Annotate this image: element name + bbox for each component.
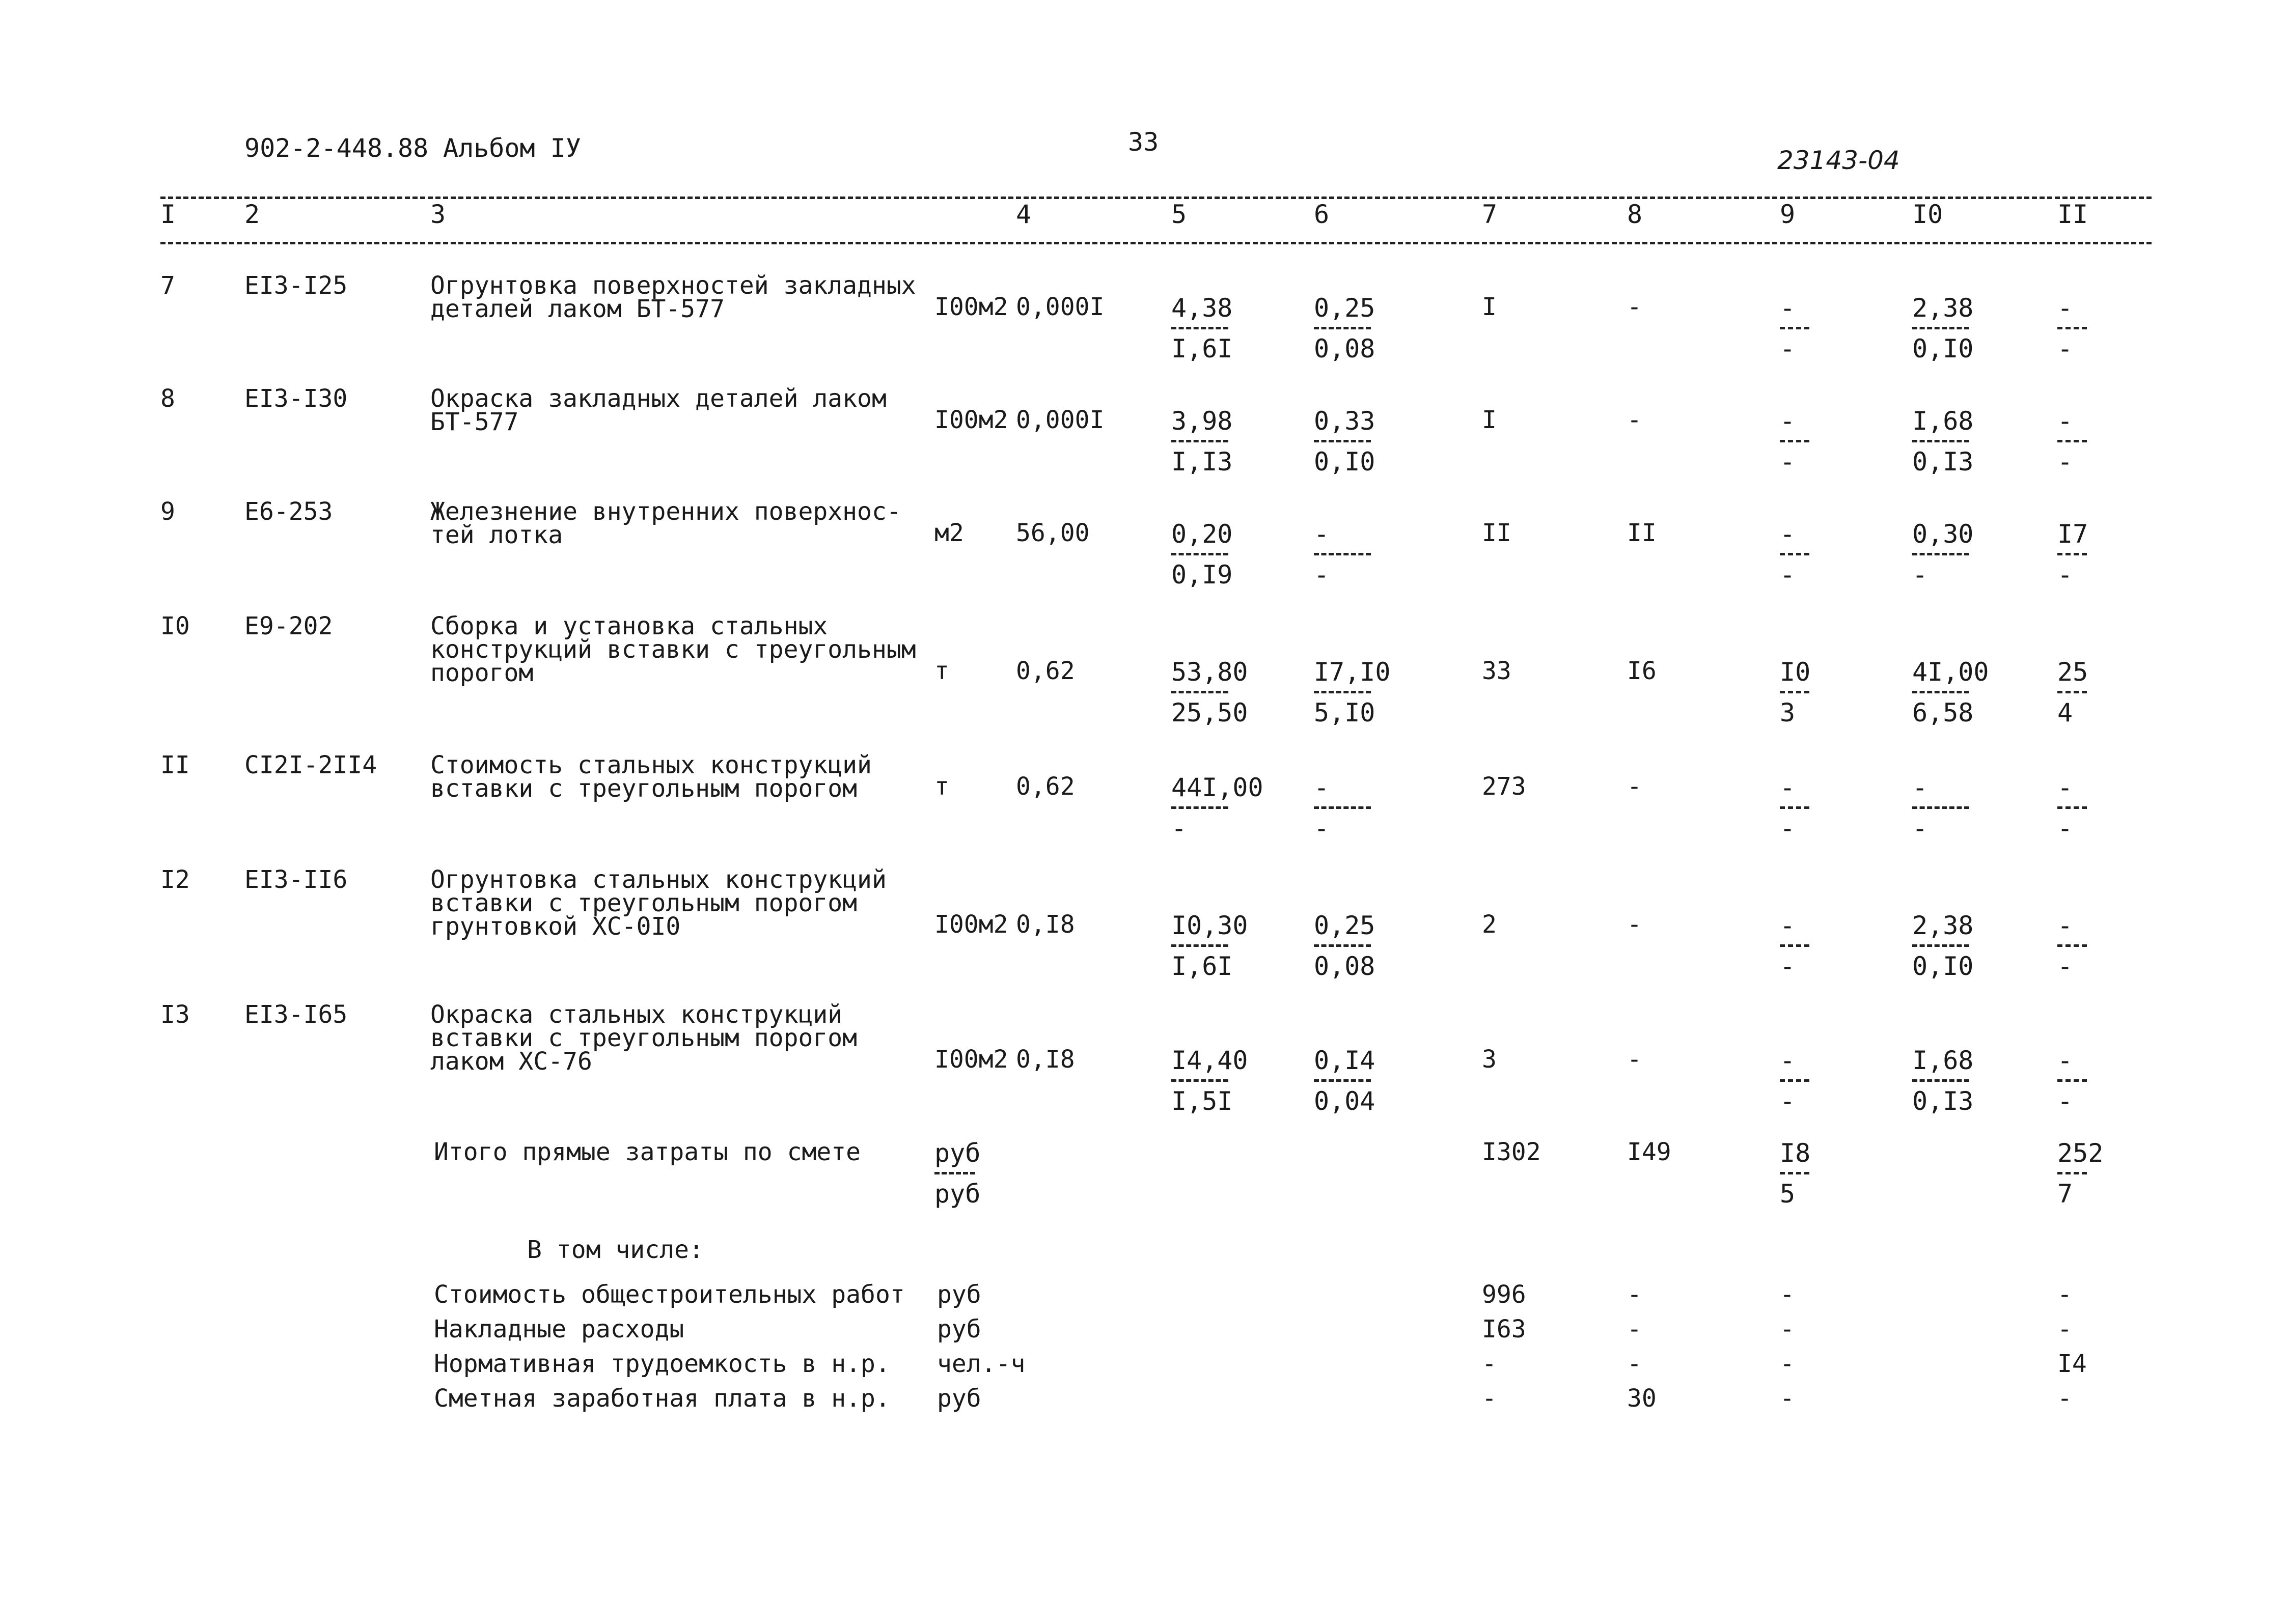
row-col-5-cell-numerator: 4,38 xyxy=(1171,293,1233,323)
handwritten-reference: 23143-04 xyxy=(1777,146,1900,175)
row-number: II xyxy=(160,751,190,779)
row-col-11-cell-numerator: - xyxy=(2057,293,2073,323)
row-col-6-cell-denominator: 5,I0 xyxy=(1314,698,1375,727)
row-col-7-cell: 3 xyxy=(1482,1045,1497,1074)
row-col-9-cell-denominator: - xyxy=(1780,447,1796,477)
row-code: EI3-II6 xyxy=(244,865,348,894)
row-description-line: конструкций вставки с треугольным xyxy=(430,635,916,664)
breakdown-col-7: I63 xyxy=(1482,1315,1526,1343)
row-col-5-cell xyxy=(1171,913,1248,984)
total-unit-denominator: руб xyxy=(934,1179,981,1209)
row-col-6-cell xyxy=(1314,408,1390,480)
breakdown-col-11: - xyxy=(2057,1384,2072,1413)
row-col-11-cell-denominator: - xyxy=(2057,560,2073,590)
row-col-5-cell-denominator: I,5I xyxy=(1171,1086,1233,1116)
row-col-10-cell xyxy=(1912,775,1989,846)
breakdown-col-8: - xyxy=(1627,1315,1642,1343)
breakdown-label: Стоимость общестроительных работ xyxy=(434,1280,905,1309)
row-col-5-cell-fraction-bar xyxy=(1171,691,1228,693)
row-col-8-cell: - xyxy=(1627,1045,1642,1074)
breakdown-col-7: 996 xyxy=(1482,1280,1526,1309)
row-col-6-cell-denominator: 0,04 xyxy=(1314,1086,1375,1116)
row-description-line: порогом xyxy=(430,659,534,687)
row-description-line: Сборка и установка стальных xyxy=(430,612,828,640)
row-unit: I00м2 xyxy=(934,1045,1008,1074)
row-col-8-cell: I6 xyxy=(1627,657,1657,685)
total-unit-fraction-bar xyxy=(934,1172,975,1174)
row-col-9-cell-numerator: - xyxy=(1780,773,1796,802)
row-col-7-cell: 33 xyxy=(1482,657,1511,685)
row-quantity: 56,00 xyxy=(1016,519,1090,547)
row-number: 8 xyxy=(160,384,175,413)
row-col-9-cell-denominator: - xyxy=(1780,560,1796,590)
row-col-10-cell-fraction-bar xyxy=(1912,440,1969,442)
row-col-11-cell-fraction-bar xyxy=(2057,553,2087,555)
row-description-line: Окраска закладных деталей лаком xyxy=(430,384,887,413)
page-number: 33 xyxy=(1128,127,1159,157)
row-col-11-cell xyxy=(2057,408,2134,480)
row-col-6-cell-denominator: - xyxy=(1314,814,1330,843)
row-col-6-cell-numerator: 0,25 xyxy=(1314,293,1375,323)
row-col-11-cell xyxy=(2057,775,2134,846)
row-col-6-cell-fraction-bar xyxy=(1314,440,1371,442)
row-col-9-cell xyxy=(1780,659,1856,731)
row-description-line: вставки с треугольным порогом xyxy=(430,774,858,803)
total-col-11-numerator: 252 xyxy=(2057,1138,2104,1168)
row-number: I3 xyxy=(160,1000,190,1029)
row-unit: т xyxy=(934,772,949,801)
breakdown-unit: руб xyxy=(937,1280,981,1309)
row-col-10-cell xyxy=(1912,1048,1989,1119)
row-col-6-cell-numerator: 0,I4 xyxy=(1314,1046,1375,1075)
row-col-10-cell-denominator: - xyxy=(1912,814,1928,843)
row-description-line: деталей лаком БТ-577 xyxy=(430,295,725,323)
row-col-8-cell: II xyxy=(1627,519,1657,547)
total-col-8: I49 xyxy=(1627,1138,1671,1166)
row-col-9-cell-numerator: - xyxy=(1780,293,1796,323)
column-header-6: 6 xyxy=(1314,200,1330,229)
row-col-5-cell-fraction-bar xyxy=(1171,1079,1228,1082)
row-unit: т xyxy=(934,657,949,685)
row-col-10-cell-numerator: - xyxy=(1912,773,1928,802)
row-col-5-cell-denominator: I,6I xyxy=(1171,951,1233,981)
column-header-11: II xyxy=(2057,200,2088,229)
row-col-5-cell-fraction-bar xyxy=(1171,944,1228,947)
row-col-10-cell-denominator: 0,I0 xyxy=(1912,334,1974,363)
row-col-11-cell xyxy=(2057,913,2134,984)
row-description-line: Огрунтовка стальных конструкций xyxy=(430,865,887,894)
row-col-11-cell-fraction-bar xyxy=(2057,806,2087,809)
row-col-10-cell-numerator: 2,38 xyxy=(1912,293,1974,323)
row-col-6-cell-numerator: - xyxy=(1314,773,1330,802)
row-col-6-cell-denominator: 0,08 xyxy=(1314,334,1375,363)
row-col-10-cell-numerator: I,68 xyxy=(1912,1046,1974,1075)
breakdown-col-8: 30 xyxy=(1627,1384,1657,1413)
total-label: Итого прямые затраты по смете xyxy=(434,1138,861,1166)
row-code: E9-202 xyxy=(244,612,333,640)
row-col-5-cell-numerator: 44I,00 xyxy=(1171,773,1263,802)
row-col-5-cell-denominator: 25,50 xyxy=(1171,698,1248,727)
breakdown-unit: чел.-ч xyxy=(937,1350,1026,1378)
row-col-10-cell-denominator: 0,I0 xyxy=(1912,951,1974,981)
row-col-6-cell-fraction-bar xyxy=(1314,944,1371,947)
row-col-11-cell-numerator: I7 xyxy=(2057,519,2088,549)
row-col-5-cell xyxy=(1171,659,1248,731)
row-col-6-cell-fraction-bar xyxy=(1314,1079,1371,1082)
row-col-5-cell xyxy=(1171,408,1248,480)
row-col-9-cell-denominator: - xyxy=(1780,951,1796,981)
column-header-4: 4 xyxy=(1016,200,1032,229)
row-col-11-cell-fraction-bar xyxy=(2057,691,2087,693)
row-col-11-cell-fraction-bar xyxy=(2057,440,2087,442)
total-col-9-fraction-bar xyxy=(1780,1172,1809,1174)
row-col-9-cell-denominator: - xyxy=(1780,334,1796,363)
row-col-10-cell-numerator: I,68 xyxy=(1912,406,1974,436)
row-unit: I00м2 xyxy=(934,293,1008,321)
total-unit-numerator: руб xyxy=(934,1138,981,1168)
row-col-5-cell xyxy=(1171,1048,1248,1119)
row-col-9-cell xyxy=(1780,913,1856,984)
row-col-9-cell xyxy=(1780,408,1856,480)
row-quantity: 0,62 xyxy=(1016,772,1075,801)
row-col-11-cell-fraction-bar xyxy=(2057,944,2087,947)
breakdown-col-7: - xyxy=(1482,1384,1497,1413)
row-col-11-cell-denominator: - xyxy=(2057,1086,2073,1116)
row-number: I2 xyxy=(160,865,190,894)
row-quantity: 0,62 xyxy=(1016,657,1075,685)
row-col-10-cell-denominator: 0,I3 xyxy=(1912,447,1974,477)
row-quantity: 0,000I xyxy=(1016,293,1105,321)
row-col-8-cell: - xyxy=(1627,772,1642,801)
row-col-6-cell xyxy=(1314,521,1390,593)
column-header-3: 3 xyxy=(430,200,446,229)
row-description-line: вставки с треугольным порогом xyxy=(430,889,858,917)
row-col-10-cell xyxy=(1912,295,1989,367)
row-col-11-cell xyxy=(2057,1048,2134,1119)
total-col-9-numerator: I8 xyxy=(1780,1138,1811,1168)
row-col-6-cell-numerator: - xyxy=(1314,519,1330,549)
row-col-9-cell xyxy=(1780,1048,1856,1119)
row-col-9-cell-numerator: - xyxy=(1780,406,1796,436)
row-number: 7 xyxy=(160,271,175,300)
row-col-7-cell: I xyxy=(1482,293,1497,321)
row-description-line: лаком ХС-76 xyxy=(430,1047,592,1076)
row-col-11-cell-fraction-bar xyxy=(2057,1079,2087,1082)
row-quantity: 0,I8 xyxy=(1016,910,1075,939)
breakdown-col-9: - xyxy=(1780,1384,1795,1413)
row-col-10-cell-fraction-bar xyxy=(1912,327,1969,329)
row-col-9-cell-fraction-bar xyxy=(1780,440,1809,442)
column-header-9: 9 xyxy=(1780,200,1796,229)
row-col-8-cell: - xyxy=(1627,406,1642,434)
row-description-line: Стоимость стальных конструкций xyxy=(430,751,872,779)
row-col-9-cell-fraction-bar xyxy=(1780,327,1809,329)
row-col-5-cell xyxy=(1171,521,1248,593)
row-col-5-cell-denominator: - xyxy=(1171,814,1187,843)
row-col-5-cell-fraction-bar xyxy=(1171,327,1228,329)
row-col-5-cell-denominator: I,I3 xyxy=(1171,447,1233,477)
total-col-11-denominator: 7 xyxy=(2057,1179,2073,1209)
row-col-8-cell: - xyxy=(1627,293,1642,321)
row-col-11-cell xyxy=(2057,659,2134,731)
row-col-10-cell xyxy=(1912,521,1989,593)
row-col-10-cell xyxy=(1912,408,1989,480)
row-col-9-cell xyxy=(1780,521,1856,593)
header-top-rule xyxy=(160,197,2152,199)
breakdown-col-11: - xyxy=(2057,1315,2072,1343)
row-col-10-cell-denominator: 6,58 xyxy=(1912,698,1974,727)
row-col-11-cell-fraction-bar xyxy=(2057,327,2087,329)
row-col-7-cell: II xyxy=(1482,519,1511,547)
row-code: EI3-I25 xyxy=(244,271,348,300)
row-col-6-cell-denominator: 0,I0 xyxy=(1314,447,1375,477)
breakdown-col-7: - xyxy=(1482,1350,1497,1378)
row-col-6-cell-numerator: I7,I0 xyxy=(1314,657,1391,687)
row-col-6-cell-denominator: - xyxy=(1314,560,1330,590)
breakdown-unit: руб xyxy=(937,1315,981,1343)
total-col-9-denominator: 5 xyxy=(1780,1179,1796,1209)
total-col-11-fraction-bar xyxy=(2057,1172,2087,1174)
row-number: 9 xyxy=(160,497,175,526)
row-col-6-cell-fraction-bar xyxy=(1314,327,1371,329)
row-unit: I00м2 xyxy=(934,406,1008,434)
row-col-11-cell xyxy=(2057,521,2134,593)
row-code: EI3-I65 xyxy=(244,1000,348,1029)
row-col-5-cell-fraction-bar xyxy=(1171,553,1228,555)
breakdown-col-9: - xyxy=(1780,1315,1795,1343)
row-description-line: БТ-577 xyxy=(430,408,519,436)
row-description-line: грунтовкой ХС-0I0 xyxy=(430,912,681,941)
row-col-6-cell xyxy=(1314,775,1390,846)
row-col-5-cell-numerator: I0,30 xyxy=(1171,911,1248,940)
row-col-5-cell-denominator: 0,I9 xyxy=(1171,560,1233,590)
column-header-10: I0 xyxy=(1912,200,1943,229)
total-col-9-cell xyxy=(1780,1140,1856,1212)
row-col-9-cell-fraction-bar xyxy=(1780,691,1809,693)
row-col-6-cell xyxy=(1314,913,1390,984)
row-col-9-cell-numerator: - xyxy=(1780,519,1796,549)
row-col-5-cell-numerator: 0,20 xyxy=(1171,519,1233,549)
row-col-11-cell-denominator: - xyxy=(2057,334,2073,363)
breakdown-unit: руб xyxy=(937,1384,981,1413)
column-header-8: 8 xyxy=(1627,200,1643,229)
row-quantity: 0,000I xyxy=(1016,406,1105,434)
row-description-line: Огрунтовка поверхностей закладных xyxy=(430,271,916,300)
row-col-9-cell-fraction-bar xyxy=(1780,1079,1809,1082)
row-col-10-cell-numerator: 2,38 xyxy=(1912,911,1974,940)
row-col-6-cell-fraction-bar xyxy=(1314,691,1371,693)
document-code: 902-2-448.88 xyxy=(244,133,429,163)
row-col-11-cell-denominator: - xyxy=(2057,951,2073,981)
row-col-7-cell: I xyxy=(1482,406,1497,434)
total-col-7: I302 xyxy=(1482,1138,1541,1166)
column-header-1: I xyxy=(160,200,176,229)
row-col-6-cell-fraction-bar xyxy=(1314,553,1371,555)
row-col-11-cell xyxy=(2057,295,2134,367)
row-col-6-cell-numerator: 0,33 xyxy=(1314,406,1375,436)
row-col-9-cell-fraction-bar xyxy=(1780,806,1809,809)
row-col-11-cell-denominator: - xyxy=(2057,447,2073,477)
row-col-11-cell-numerator: - xyxy=(2057,406,2073,436)
row-col-10-cell-numerator: 4I,00 xyxy=(1912,657,1989,687)
row-col-5-cell-numerator: 53,80 xyxy=(1171,657,1248,687)
row-col-6-cell-numerator: 0,25 xyxy=(1314,911,1375,940)
row-code: E6-253 xyxy=(244,497,333,526)
row-col-11-cell-numerator: - xyxy=(2057,1046,2073,1075)
row-col-10-cell xyxy=(1912,913,1989,984)
album-label: Альбом IУ xyxy=(443,133,581,163)
row-col-10-cell-fraction-bar xyxy=(1912,1079,1969,1082)
header-bottom-rule xyxy=(160,242,2152,244)
row-col-11-cell-numerator: 25 xyxy=(2057,657,2088,687)
row-col-7-cell: 2 xyxy=(1482,910,1497,939)
row-col-10-cell-fraction-bar xyxy=(1912,944,1969,947)
row-col-9-cell-numerator: I0 xyxy=(1780,657,1811,687)
row-col-9-cell xyxy=(1780,295,1856,367)
total-col-11-cell xyxy=(2057,1140,2134,1212)
row-col-6-cell xyxy=(1314,295,1390,367)
row-col-10-cell-fraction-bar xyxy=(1912,553,1969,555)
breakdown-label: Накладные расходы xyxy=(434,1315,684,1343)
row-unit: I00м2 xyxy=(934,910,1008,939)
row-col-5-cell xyxy=(1171,773,1263,846)
row-description-line: вставки с треугольным порогом xyxy=(430,1024,858,1052)
row-col-6-cell xyxy=(1314,659,1390,731)
row-col-10-cell-denominator: - xyxy=(1912,560,1928,590)
row-unit: м2 xyxy=(934,519,964,547)
row-col-9-cell-denominator: 3 xyxy=(1780,698,1796,727)
row-col-9-cell-denominator: - xyxy=(1780,814,1796,843)
row-col-5-cell-numerator: 3,98 xyxy=(1171,406,1233,436)
total-unit-cell xyxy=(934,1140,1011,1212)
row-col-10-cell-fraction-bar xyxy=(1912,691,1969,693)
column-header-5: 5 xyxy=(1171,200,1187,229)
row-col-9-cell xyxy=(1780,775,1856,846)
row-col-9-cell-denominator: - xyxy=(1780,1086,1796,1116)
row-col-11-cell-denominator: - xyxy=(2057,814,2073,843)
column-header-7: 7 xyxy=(1482,200,1498,229)
row-col-9-cell-numerator: - xyxy=(1780,1046,1796,1075)
breakdown-col-8: - xyxy=(1627,1280,1642,1309)
row-col-9-cell-fraction-bar xyxy=(1780,944,1809,947)
row-col-9-cell-fraction-bar xyxy=(1780,553,1809,555)
breakdown-label: Сметная заработная плата в н.р. xyxy=(434,1384,890,1413)
row-col-5-cell-fraction-bar xyxy=(1171,806,1228,809)
row-code: CI2I-2II4 xyxy=(244,751,377,779)
breakdown-label: Нормативная трудоемкость в н.р. xyxy=(434,1350,890,1378)
breakdown-col-11: - xyxy=(2057,1280,2072,1309)
column-header-2: 2 xyxy=(244,200,260,229)
row-col-9-cell-numerator: - xyxy=(1780,911,1796,940)
row-col-11-cell-denominator: 4 xyxy=(2057,698,2073,727)
row-number: I0 xyxy=(160,612,190,640)
breakdown-col-9: - xyxy=(1780,1280,1795,1309)
row-description-line: Железнение внутренних поверхнос- xyxy=(430,497,901,526)
breakdown-col-8: - xyxy=(1627,1350,1642,1378)
breakdown-col-11: I4 xyxy=(2057,1350,2087,1378)
row-col-6-cell-denominator: 0,08 xyxy=(1314,951,1375,981)
row-description-line: Окраска стальных конструкций xyxy=(430,1000,843,1029)
row-col-5-cell xyxy=(1171,295,1248,367)
row-col-10-cell-numerator: 0,30 xyxy=(1912,519,1974,549)
row-col-10-cell-denominator: 0,I3 xyxy=(1912,1086,1974,1116)
row-col-5-cell-fraction-bar xyxy=(1171,440,1228,442)
row-col-8-cell: - xyxy=(1627,910,1642,939)
row-code: EI3-I30 xyxy=(244,384,348,413)
row-col-6-cell-fraction-bar xyxy=(1314,806,1371,809)
row-col-7-cell: 273 xyxy=(1482,772,1526,801)
row-col-11-cell-numerator: - xyxy=(2057,911,2073,940)
row-col-11-cell-numerator: - xyxy=(2057,773,2073,802)
row-description-line: тей лотка xyxy=(430,521,563,549)
row-col-5-cell-numerator: I4,40 xyxy=(1171,1046,1248,1075)
breakdown-col-9: - xyxy=(1780,1350,1795,1378)
row-col-10-cell-fraction-bar xyxy=(1912,806,1969,809)
row-col-5-cell-denominator: I,6I xyxy=(1171,334,1233,363)
including-label: В том числе: xyxy=(527,1236,704,1264)
row-quantity: 0,I8 xyxy=(1016,1045,1075,1074)
row-col-6-cell xyxy=(1314,1048,1390,1119)
row-col-10-cell xyxy=(1912,659,1989,731)
